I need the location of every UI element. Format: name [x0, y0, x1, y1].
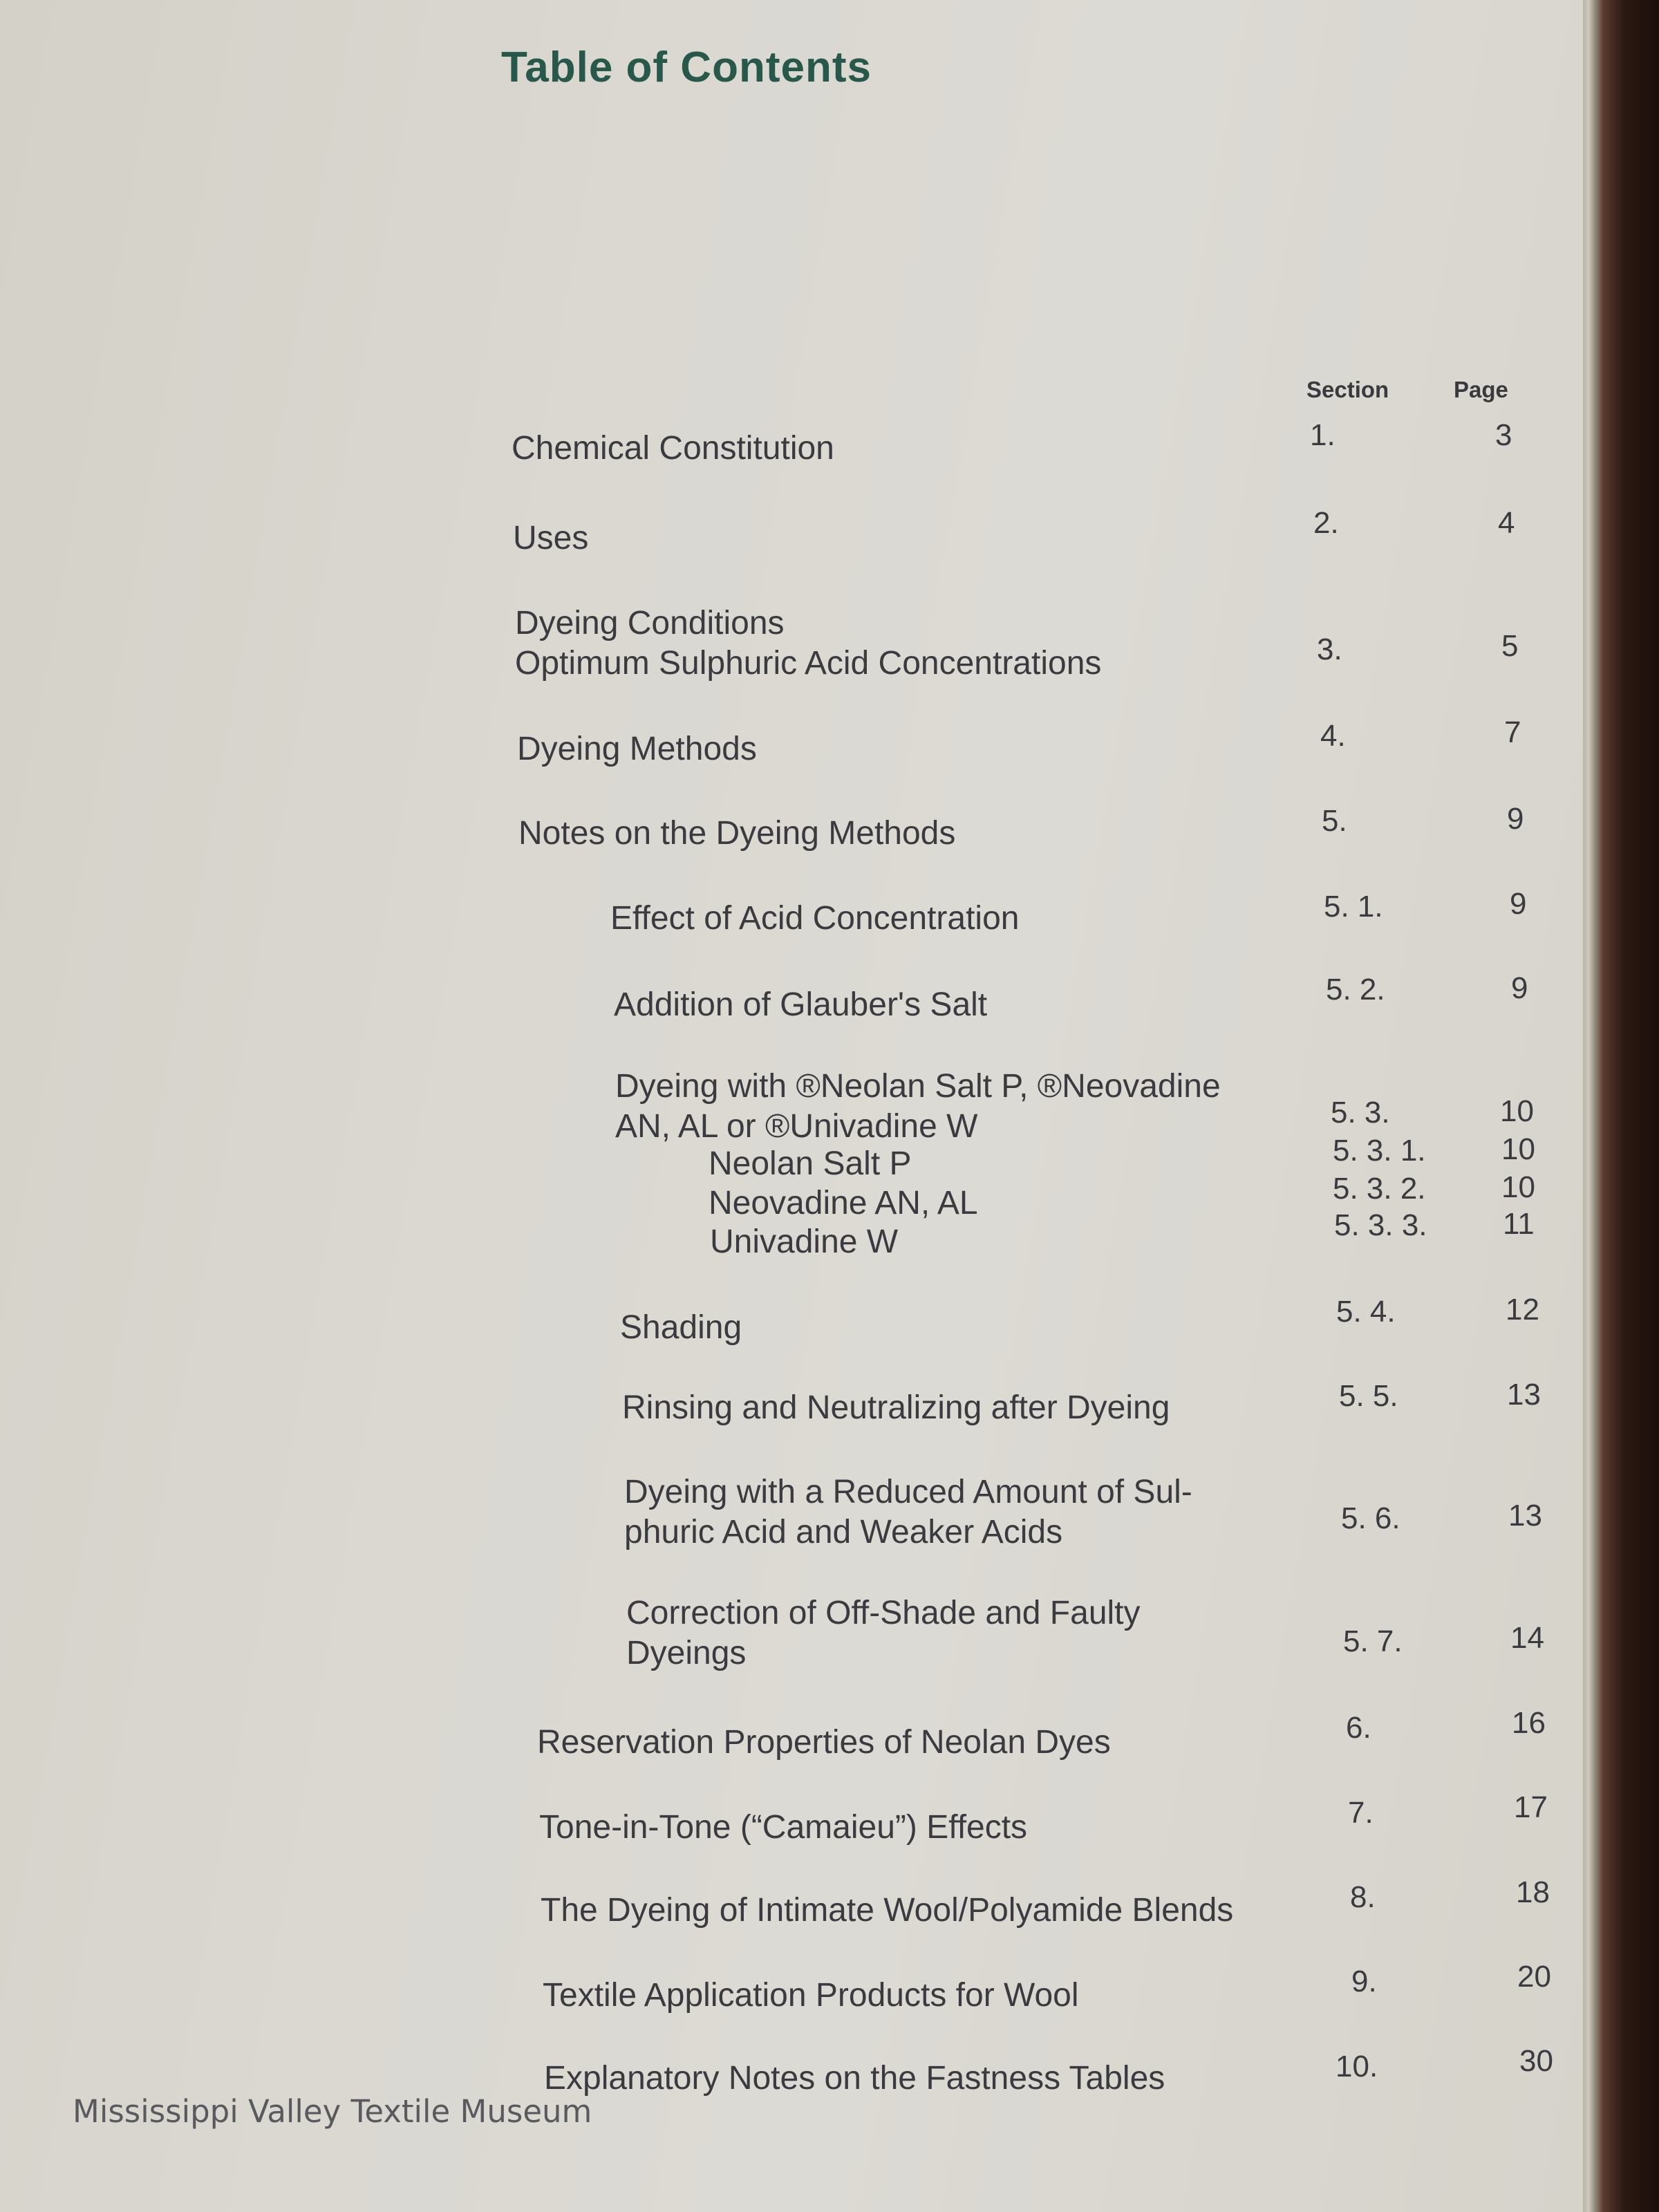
- toc-entry-title: Chemical Constitution: [512, 430, 834, 467]
- toc-subsubentry-title: Neolan Salt P: [709, 1145, 912, 1182]
- toc-entry-title: The Dyeing of Intimate Wool/Polyamide Blends: [541, 1892, 1234, 1929]
- toc-section-number: 5. 6.: [1341, 1501, 1400, 1535]
- watermark: Mississippi Valley Textile Museum: [73, 2093, 592, 2130]
- toc-entry-title: Notes on the Dyeing Methods: [518, 815, 956, 852]
- toc-section-number: 10.: [1335, 2050, 1378, 2083]
- toc-section-number: 5. 3. 3.: [1334, 1208, 1427, 1242]
- toc-entry-title: Explanatory Notes on the Fastness Tables: [544, 2060, 1165, 2097]
- toc-section-number: 5. 1.: [1324, 890, 1383, 924]
- toc-page-number: 17: [1514, 1790, 1548, 1824]
- toc-section-number: 5. 7.: [1343, 1624, 1403, 1658]
- toc-page-number: 10: [1500, 1094, 1534, 1128]
- toc-subentry-title: Correction of Off-Shade and Faulty Dyeings: [626, 1595, 1141, 1671]
- toc-page-number: 13: [1507, 1378, 1541, 1412]
- toc-subentry-title: Addition of Glauber's Salt: [614, 986, 988, 1023]
- toc-page-number: 9: [1511, 971, 1528, 1005]
- toc-subentry-title: Rinsing and Neutralizing after Dyeing: [622, 1389, 1170, 1426]
- toc-entry-title: Tone-in-Tone (“Camaieu”) Effects: [539, 1809, 1028, 1846]
- toc-entry-title: Dyeing Methods: [517, 731, 757, 767]
- toc-section-number: 5. 3.: [1331, 1096, 1390, 1130]
- toc-subentry-title: Dyeing with ®Neolan Salt P, ®Neovadine AN, AL or ®Univadine W: [615, 1068, 1221, 1145]
- toc-page-number: 9: [1510, 887, 1527, 921]
- toc-entry-title: Reservation Properties of Neolan Dyes: [537, 1724, 1111, 1761]
- toc-section-number: 5. 2.: [1326, 973, 1385, 1006]
- toc-page-number: 10: [1501, 1170, 1535, 1204]
- toc-page-number: 20: [1517, 1960, 1551, 1994]
- toc-entry-title: Textile Application Products for Wool: [543, 1977, 1079, 2014]
- toc-subsubentry-title: Neovadine AN, AL: [709, 1185, 978, 1221]
- toc-page-number: 11: [1503, 1207, 1535, 1241]
- toc-subentry-title: Effect of Acid Concentration: [610, 900, 1020, 937]
- toc-page-number: 5: [1501, 629, 1519, 663]
- toc-page-number: 3: [1495, 418, 1512, 452]
- toc-section-number: 5. 3. 2.: [1333, 1172, 1426, 1206]
- toc-section-number: 5. 5.: [1339, 1379, 1398, 1413]
- toc-page-number: 10: [1501, 1132, 1535, 1166]
- toc-page-number: 14: [1510, 1621, 1544, 1655]
- toc-section-number: 5. 3. 1.: [1333, 1134, 1426, 1168]
- toc-section-number: 6.: [1346, 1711, 1371, 1745]
- toc-subsubentry-title: Univadine W: [710, 1224, 899, 1260]
- toc-entry-title: Uses: [513, 520, 589, 556]
- toc-subentry-title: Dyeing with a Reduced Amount of Sul- phuric Acid and Weaker Acids: [624, 1474, 1192, 1550]
- page-title: Table of Contents: [501, 44, 872, 91]
- toc-subentry-title: Shading: [620, 1309, 742, 1346]
- toc-section-number: 5.: [1322, 804, 1347, 838]
- toc-entry-title: Dyeing Conditions Optimum Sulphuric Acid Concentrations: [515, 605, 1102, 682]
- toc-section-number: 1.: [1310, 418, 1335, 452]
- toc-page-number: 4: [1498, 506, 1515, 540]
- toc-section-number: 5. 4.: [1336, 1295, 1396, 1329]
- toc-section-number: 2.: [1313, 506, 1339, 540]
- toc-page-number: 16: [1512, 1706, 1546, 1740]
- page-column-header: Page: [1454, 377, 1508, 402]
- toc-section-number: 9.: [1351, 1965, 1377, 1998]
- book-edge: [1583, 0, 1659, 2212]
- toc-page-number: 13: [1508, 1499, 1542, 1533]
- toc-section-number: 4.: [1320, 719, 1346, 753]
- toc-section-number: 8.: [1350, 1880, 1376, 1914]
- toc-page-number: 18: [1516, 1875, 1550, 1909]
- toc-section-number: 3.: [1317, 632, 1342, 666]
- toc-section-number: 7.: [1348, 1796, 1374, 1830]
- toc-page-number: 12: [1506, 1293, 1539, 1327]
- toc-page-number: 30: [1519, 2044, 1553, 2078]
- toc-page-number: 7: [1504, 715, 1521, 749]
- section-column-header: Section: [1306, 377, 1389, 402]
- toc-page-number: 9: [1507, 802, 1524, 836]
